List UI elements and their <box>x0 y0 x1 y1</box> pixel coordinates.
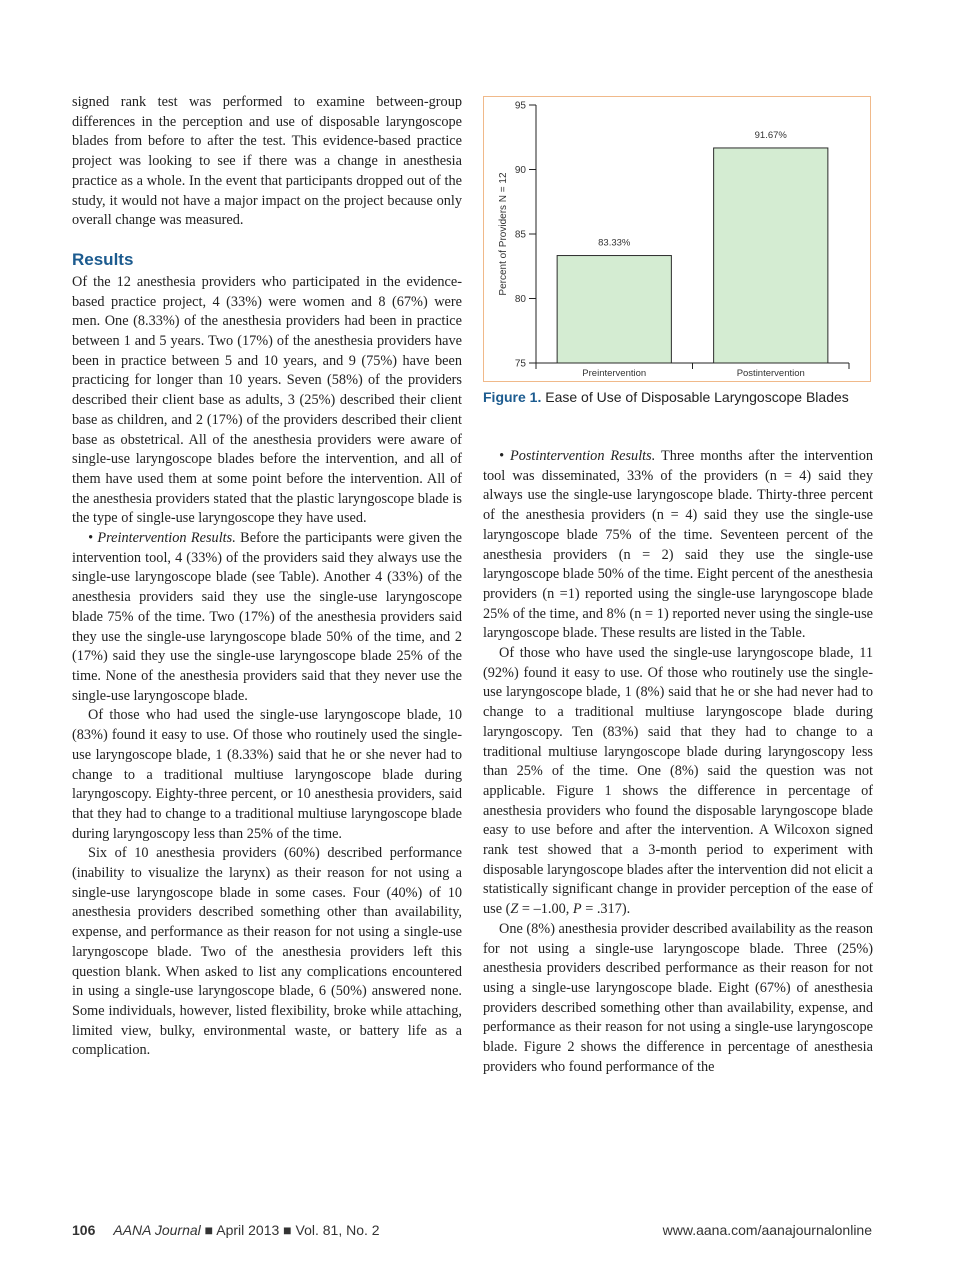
intro-paragraph: signed rank test was performed to examine between-group differences in the perception and use of disposable laryngoscope blades from before to after the test. This evidence-based practice project was looking to see if there was a change in anesthesia practice as a whole. In the event that participants dropped out of the study, it would not have a major impact on the project because only overall change was measured. <box>72 94 462 229</box>
stat-z-value: = –1.00, <box>518 901 573 918</box>
postintervention-heading: • Postintervention Results. <box>499 448 656 464</box>
data-label-postintervention: 91.67% <box>754 129 787 141</box>
postintervention-text: Three months after the intervention tool was disseminated, 33% of the providers (n = 4) said they always use the single-use laryngoscope blade. Thirty-three percent of the anesthesia providers (n = 4) said they use the single-use laryngoscope blade 75% of the time. Seventeen percent of the anesthesia providers (n = 2) said they use the single-use laryngoscope blade 50% of the time. Eight percent of the anesthesia providers (n =1) reported using the single-use laryngoscope blade 25% of the time, and 8% (n = 1) reported never using the single-use laryngoscope blade. These results are listed in the Table. <box>483 448 873 642</box>
figure-label: Figure 1. <box>483 389 542 405</box>
left-column <box>72 93 462 1061</box>
page-number: 106 <box>72 1222 96 1238</box>
stat-p-value: = .317). <box>581 901 631 918</box>
bar-preintervention <box>557 256 671 363</box>
stat-p: P <box>572 901 582 918</box>
data-label-preintervention: 83.33% <box>598 237 631 249</box>
stat-z: Z <box>510 901 519 918</box>
x-tick-label-preintervention: Preintervention <box>582 368 647 379</box>
figure-caption-text: Ease of Use of Disposable Laryngoscope Blades <box>545 389 849 405</box>
used-paragraph <box>483 644 873 920</box>
performance-paragraph: Six of 10 anesthesia providers (60%) described performance (inability to visualize the larynx) as their reason for not using a single-use laryngoscope blade in some cases. Four (40%) of 10 anesthesia providers described something other than availability, expense, and performance as their reason for not using a single-use laryngoscope blade. Two of the anesthesia providers left this question blank. When asked to list any complications encountered in using a single-use laryngoscope blade, 6 (50%) answered none. Some individuals, however, listed flexibility, broke while attaching, limited view, bulky, environmental waste, or battery life as a complication. <box>72 845 462 1059</box>
page-footer <box>72 1222 872 1242</box>
y-tick-label: 75 <box>514 358 526 370</box>
journal-name: AANA Journal <box>113 1222 201 1238</box>
y-tick-label: 85 <box>514 229 526 241</box>
preintervention-text: Before the participants were given the intervention tool, 4 (33%) of the providers said they always use the single-use laryngoscope blade (see Table). Another 4 (33%) of the anesthesia providers said they use the single-use laryngoscope blade 75% of the time. Two (17%) of the anesthesia providers said they use the single-use laryngoscope blade 50% of the time, and 2 (17%) said they use the single-use laryngoscope blade 25% of the time. None of the anesthesia providers said that they never use the single-use laryngoscope blade. <box>72 530 462 704</box>
y-tick-label: 80 <box>514 294 526 305</box>
figure-1-chart <box>483 96 871 382</box>
right-column <box>483 447 873 1078</box>
availability-paragraph: One (8%) anesthesia provider described availability as the reason for not using a single-use laryngoscope blade. Three (25%) anesthesia providers described performance as their reason for not using a single-use laryngoscope blade. Eight (67%) of anesthesia providers described something other than availability, expense, and performance as their reason for not using a single-use laryngoscope blade. Figure 2 shows the difference in percentage of anesthesia providers who found performance of the <box>483 920 873 1075</box>
results-paragraph: Of the 12 anesthesia providers who participated in the evidence-based practice project, 4 (33%) were women and 8 (67%) were men. One (8.33%) of the anesthesia providers had been in practice between 1 and 5 years. Two (17%) of the anesthesia providers have been in practice between 5 and 10 years, and 9 (75%) have been practicing for longer than 10 years. Seven (58%) of the providers described their client base as adults, 3 (25%) described their client base as children, and 2 (17%) of the providers described their client base as obstetrical. All of the anesthesia providers were aware of single-use laryngoscope blades before the intervention, and all of them have used them at some point before the intervention. All of the anesthesia providers stated that the plastic laryngoscope blade is the type of single-use laryngoscope they have used. <box>72 273 462 527</box>
x-tick-label-postintervention: Postintervention <box>736 368 805 379</box>
bar-postintervention <box>714 148 828 363</box>
results-heading: Results <box>72 249 134 269</box>
ease-paragraph: Of those who had used the single-use laryngoscope blade, 10 (83%) found it easy to use. Of those who routinely used the single-use laryngoscope blade, 1 (8.33%) said that he or she never had to change to a traditional multiuse laryngoscope blade during laryngoscopy. Eighty-three percent, or 10 anesthesia providers, said that they had to change to a traditional multiuse laryngoscope blade during laryngoscopy less than 25% of the time. <box>72 707 462 842</box>
postintervention-paragraph <box>483 447 873 644</box>
bar-chart <box>484 97 869 380</box>
y-tick-label: 95 <box>514 100 526 112</box>
figure-caption <box>483 388 873 407</box>
used-text: Of those who have used the single-use laryngoscope blade, 11 (92%) found it easy to use. Of those who routinely use the single-use laryngoscope blade, 1 (8%) said that he or she had never had to change to a traditional multiuse laryngoscope blade during laryngoscopy. Ten (83%) said that they had to change to a traditional multiuse laryngoscope blade during laryngoscopy less than 25% of the time. One (8%) said the question was not applicable. Figure 1 shows the difference in percentage of anesthesia providers who found the disposable laryngoscope blade easy to use before and after the intervention. A Wilcoxon signed rank test showed that a 3-month period to experiment with disposable laryngoscope blades after the intervention did not elicit a statistically significant change in provider perception of the ease of use ( <box>483 645 873 918</box>
y-tick-label: 90 <box>514 165 526 176</box>
journal-url-link[interactable]: www.aana.com/aanajournalonline <box>662 1222 872 1238</box>
preintervention-heading: • Preintervention Results. <box>88 530 236 547</box>
y-axis-label: Percent of Providers N = 12 <box>498 172 509 296</box>
issue-info: ■ April 2013 ■ Vol. 81, No. 2 <box>200 1222 380 1238</box>
preintervention-paragraph <box>72 529 462 706</box>
